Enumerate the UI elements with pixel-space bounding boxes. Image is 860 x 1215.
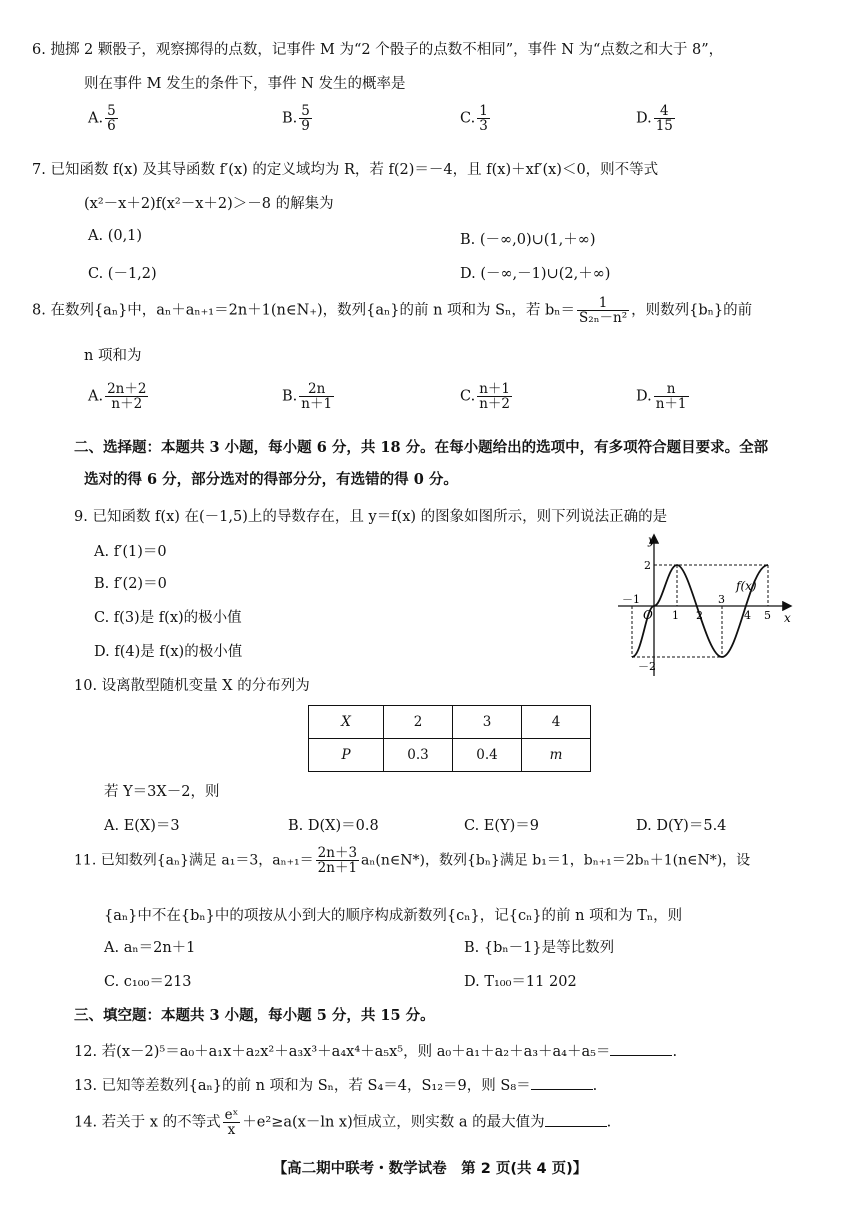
q9-option-a[interactable]: A. f′(1)＝0 <box>94 544 167 560</box>
y-tick-2: 2 <box>644 559 651 572</box>
curve-label: f(x) <box>736 579 757 593</box>
q10-option-d[interactable]: D. D(Y)＝5.4 <box>636 818 727 834</box>
q9-option-b[interactable]: B. f′(2)＝0 <box>94 576 167 592</box>
y-axis-label: y <box>648 533 655 547</box>
q11-option-a[interactable]: A. aₙ＝2n＋1 <box>104 940 196 956</box>
q11-option-d[interactable]: D. T₁₀₀＝11 202 <box>464 974 577 990</box>
origin-label: O <box>643 608 653 622</box>
q6-stem-line2: 则在事件 M 发生的条件下，事件 N 发生的概率是 <box>84 76 406 92</box>
q10-distribution-table <box>308 705 591 772</box>
x-tick-4: 4 <box>744 609 751 622</box>
q13-answer-blank[interactable] <box>531 1075 593 1090</box>
q10-option-a[interactable]: A. E(X)＝3 <box>104 818 180 834</box>
table-cell: 0.4 <box>453 739 522 772</box>
x-tick-2: 2 <box>696 609 703 622</box>
q8-option-d[interactable]: D. $\frac{n}{n+1}$ <box>636 381 687 413</box>
q7-stem-line2: (x²－x＋2)f(x²－x＋2)＞－8 的解集为 <box>84 196 334 212</box>
x-axis-label: x <box>784 611 791 625</box>
q7-stem-line1: 7. 已知函数 f(x) 及其导函数 f′(x) 的定义域均为 R，若 f(2)＝－4，且 f(x)＋xf′(x)＜0，则不等式 <box>32 162 659 178</box>
table-cell: 2 <box>384 706 453 739</box>
table-row <box>309 739 591 772</box>
q13-stem: 13. 已知等差数列{aₙ}的前 n 项和为 Sₙ，若 S₄＝4，S₁₂＝9，则 S₈＝ . <box>74 1074 597 1095</box>
q8-option-c[interactable]: C. $\frac{n+1}{n+2}$ <box>460 381 510 413</box>
q8-stem-line1: 8. 在数列{aₙ}中，aₙ＋aₙ₊₁＝2n＋1(n∈N₊)，数列{aₙ}的前 n 项和为 Sₙ，若 bₙ＝ $\frac{1}{\text{S₂ₙ－n²}}$ ，则数列{bₙ}的前 <box>32 295 753 327</box>
q11-option-b[interactable]: B. {bₙ－1}是等比数列 <box>464 940 615 956</box>
q11-stem-line1: 11. 已知数列{aₙ}满足 a₁＝3，aₙ₊₁＝ $\frac{2n+3}{2n+1}$ aₙ(n∈N*)，数列{bₙ}满足 b₁＝1，bₙ₊₁＝2bₙ＋1(n∈N*)，设 <box>74 845 751 877</box>
q10-stem: 10. 设离散型随机变量 X 的分布列为 <box>74 678 310 694</box>
q6-stem-line1: 6. 抛掷 2 颗骰子，观察掷得的点数，记事件 M 为“2 个骰子的点数不相同”，事件 N 为“点数之和大于 8”， <box>32 42 724 58</box>
q7-option-b[interactable]: B. (－∞,0)∪(1,＋∞) <box>460 232 596 248</box>
table-row <box>309 706 591 739</box>
table-cell: 0.3 <box>384 739 453 772</box>
q7-option-c[interactable]: C. (－1,2) <box>88 266 157 282</box>
section3-heading: 三、填空题：本题共 3 小题，每小题 5 分，共 15 分。 <box>74 1007 435 1024</box>
q8-option-b[interactable]: B. $\frac{2n}{n+1}$ <box>282 381 333 413</box>
q12-answer-blank[interactable] <box>610 1041 672 1056</box>
q11-stem-line2: {aₙ}中不在{bₙ}中的项按从小到大的顺序构成新数列{cₙ}，记{cₙ}的前 n 项和为 Tₙ，则 <box>104 908 683 924</box>
x-tick-1: 1 <box>672 609 679 622</box>
q9-option-c[interactable]: C. f(3)是 f(x)的极小值 <box>94 610 242 626</box>
page-footer: 【高二期中联考・数学试卷 第 2 页(共 4 页)】 <box>272 1161 588 1177</box>
q10-option-b[interactable]: B. D(X)＝0.8 <box>288 818 379 834</box>
q10-option-c[interactable]: C. E(Y)＝9 <box>464 818 539 834</box>
q6-option-d[interactable]: D. $\frac{4}{15}$ <box>636 103 673 135</box>
q8-option-a[interactable]: A. $\frac{2n+2}{n+2}$ <box>88 381 147 413</box>
q7-option-a[interactable]: A. (0,1) <box>88 228 143 244</box>
x-tick-neg1: －1 <box>622 593 640 606</box>
q11-option-c[interactable]: C. c₁₀₀＝213 <box>104 974 192 990</box>
q9-function-graph <box>612 530 802 680</box>
table-cell: X <box>309 706 384 739</box>
q7-option-d[interactable]: D. (－∞,－1)∪(2,＋∞) <box>460 266 611 282</box>
table-cell: 4 <box>522 706 591 739</box>
q10-condition: 若 Y＝3X－2，则 <box>104 784 220 800</box>
q6-option-b[interactable]: B. $\frac{5}{9}$ <box>282 103 310 135</box>
x-tick-5: 5 <box>764 609 771 622</box>
q9-option-d[interactable]: D. f(4)是 f(x)的极小值 <box>94 644 243 660</box>
q8-stem-line2: n 项和为 <box>84 348 142 364</box>
q14-stem: 14. 若关于 x 的不等式 $\frac{\text{eˣ}}{x}$ ＋e²≥a(x－ln x)恒成立，则实数 a 的最大值为 . <box>74 1107 612 1139</box>
y-tick-neg2: －2 <box>638 660 656 673</box>
q9-stem: 9. 已知函数 f(x) 在(－1,5)上的导数存在，且 y＝f(x) 的图象如图所示，则下列说法正确的是 <box>74 509 668 525</box>
x-tick-3: 3 <box>718 593 725 606</box>
q6-option-a[interactable]: A. $\frac{5}{6}$ <box>88 103 116 135</box>
section2-heading-line1: 二、选择题：本题共 3 小题，每小题 6 分，共 18 分。在每小题给出的选项中，有多项符合题目要求。全部 <box>74 439 769 456</box>
table-cell: P <box>309 739 384 772</box>
table-cell: 3 <box>453 706 522 739</box>
table-cell: m <box>522 739 591 772</box>
q6-option-c[interactable]: C. $\frac{1}{3}$ <box>460 103 488 135</box>
q14-answer-blank[interactable] <box>545 1112 607 1127</box>
q12-stem: 12. 若(x－2)⁵＝a₀＋a₁x＋a₂x²＋a₃x³＋a₄x⁴＋a₅x⁵，则 a₀＋a₁＋a₂＋a₃＋a₄＋a₅＝ . <box>74 1040 677 1061</box>
section2-heading-line2: 选对的得 6 分，部分选对的得部分分，有选错的得 0 分。 <box>84 471 458 488</box>
